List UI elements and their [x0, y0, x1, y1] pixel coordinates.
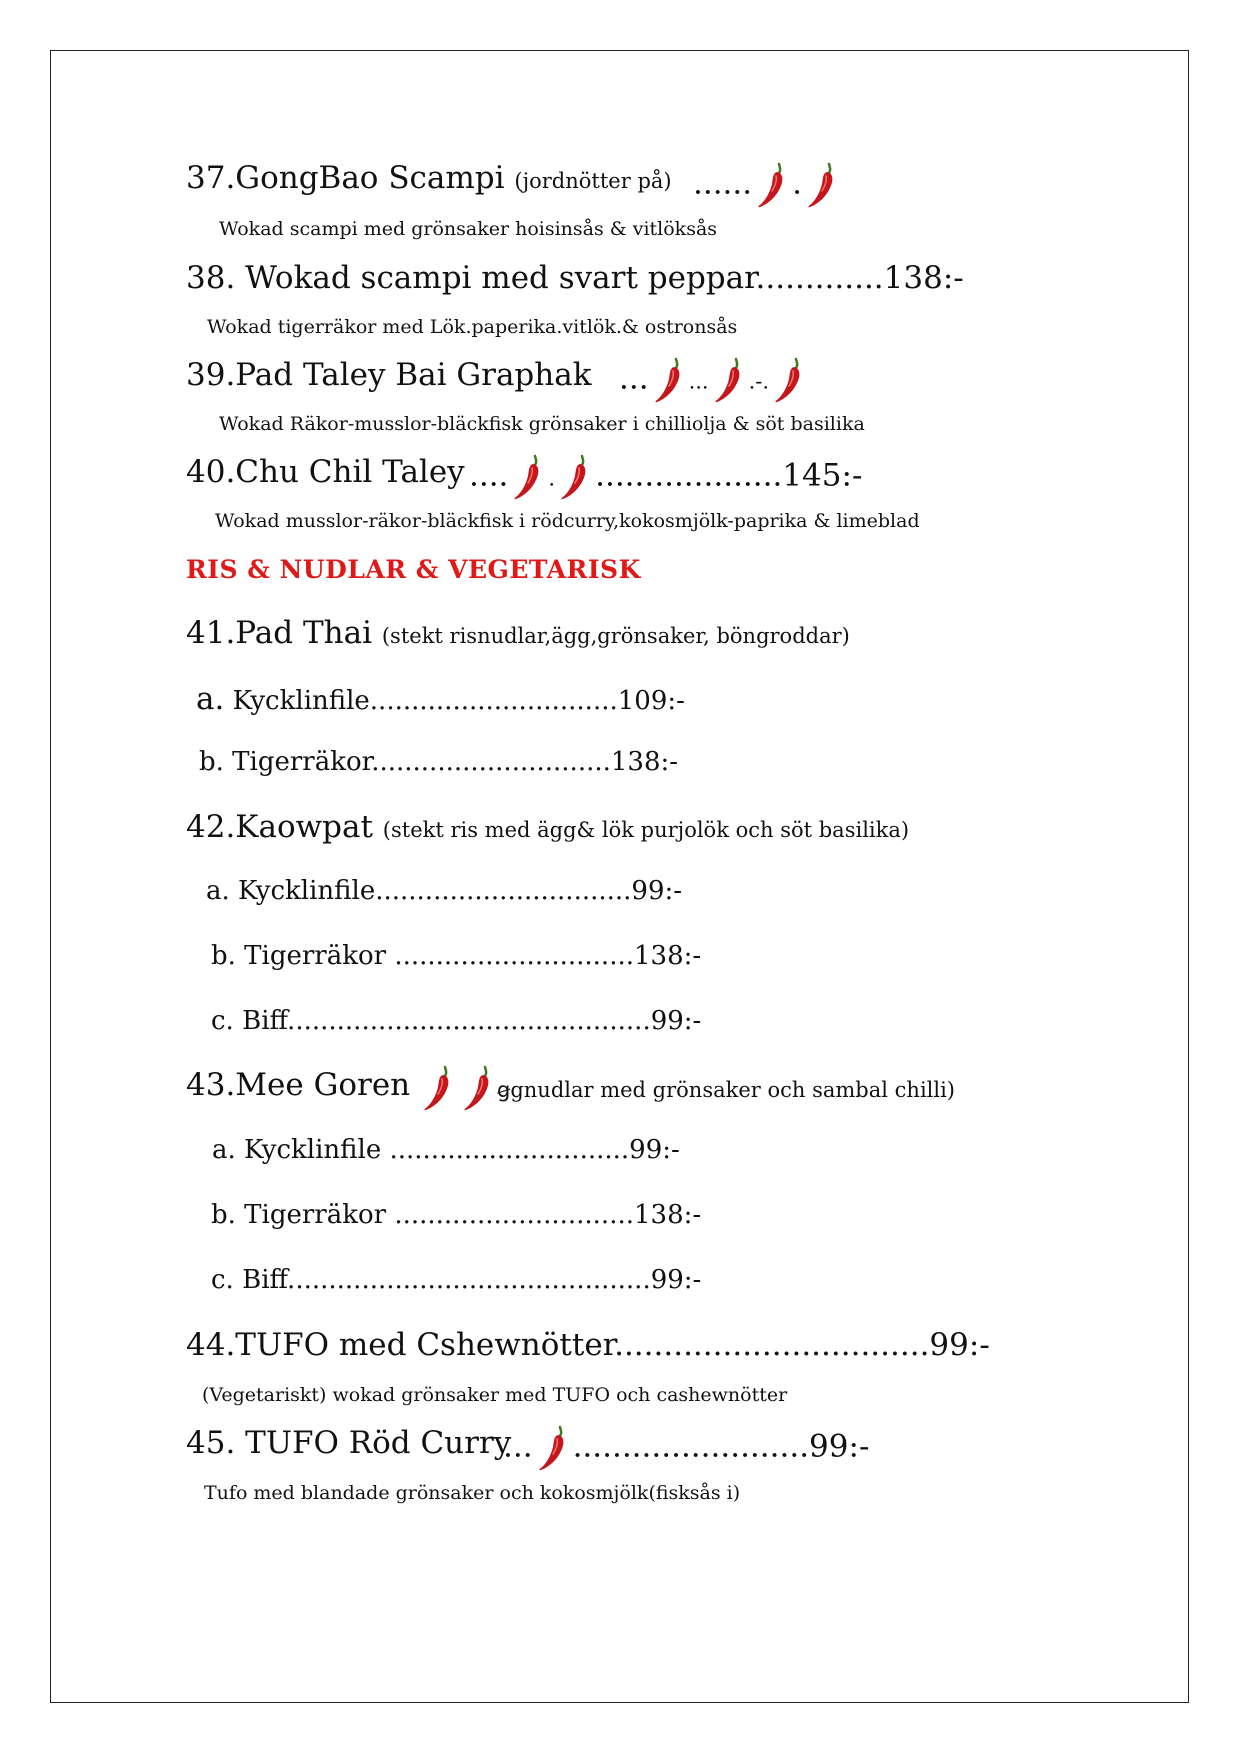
option-42c: c. Biff............................................99:- [211, 1006, 702, 1036]
chili-pepper-icon [652, 355, 686, 405]
dot-leader: . [792, 165, 802, 202]
chili-pepper-icon [755, 160, 789, 210]
price-leader: ...................145:- [595, 457, 863, 494]
menu-item-42 [186, 809, 909, 845]
option-letter: a. [196, 681, 225, 717]
spice-level-39 [619, 355, 809, 405]
item-detail-43: ꞡgnudlar med grönsaker och sambal chilli) [497, 1078, 956, 1102]
chili-pepper-icon [511, 452, 545, 502]
chili-pepper-icon [712, 355, 746, 405]
dot-leader: .... [469, 457, 509, 494]
menu-item-38: 38. Wokad scampi med svart peppar.............138:- [186, 260, 964, 296]
option-42b: b. Tigerräkor .............................138:- [211, 941, 702, 971]
dot-leader: .-. [748, 369, 770, 394]
chili-pepper-icon [558, 452, 592, 502]
section-heading: RIS & NUDLAR & VEGETARISK [186, 555, 641, 584]
item-description-40: Wokad musslor-räkor-bläckfisk i rödcurry,kokosmjölk-paprika & limeblad [215, 510, 920, 532]
item-title: 42.Kaowpat [186, 809, 373, 845]
menu-item-39: 39.Pad Taley Bai Graphak [186, 357, 592, 393]
dot-leader: ... [688, 369, 709, 394]
menu-item-45 [186, 1425, 511, 1461]
item-detail: (stekt ris med ägg& lök purjolök och söt basilika) [382, 818, 910, 842]
item-title: 37.GongBao Scampi [186, 160, 505, 196]
dot-leader: ... [503, 1428, 533, 1465]
item-detail: (jordnötter på) [514, 169, 672, 193]
item-detail: (stekt risnudlar,ägg,grönsaker, böngroddar) [381, 624, 850, 648]
dot-leader: ... [619, 360, 649, 397]
option-43a: a. Kycklinfile .............................99:- [212, 1135, 680, 1165]
item-description-45: Tufo med blandade grönsaker och kokosmjölk(fisksås i) [204, 1482, 741, 1504]
item-title: 45. TUFO Röd Curry [186, 1425, 512, 1461]
chili-pepper-icon [772, 355, 806, 405]
dot-leader: ...... [693, 165, 753, 202]
chili-pepper-icon [461, 1063, 495, 1113]
item-title: 41.Pad Thai [186, 615, 372, 651]
spice-level-43 [418, 1063, 498, 1113]
option-41b: b. Tigerräkor.............................138:- [199, 747, 679, 777]
option-42a: a. Kycklinfile...............................99:- [206, 876, 683, 906]
menu-item-43 [186, 1067, 410, 1103]
option-43b: b. Tigerräkor .............................138:- [211, 1200, 702, 1230]
option-text: Kycklinfile..............................109:- [232, 686, 685, 716]
menu-item-40 [186, 454, 465, 490]
spice-level-45 [503, 1423, 869, 1473]
price-leader: ........................99:- [572, 1428, 870, 1465]
item-description-39: Wokad Räkor-musslor-bläckfisk grönsaker i chilliolja & söt basilika [219, 413, 865, 435]
chili-pepper-icon [421, 1063, 455, 1113]
item-description-38: Wokad tigerräkor med Lök.paperika.vitlök.& ostronsås [207, 316, 738, 338]
spice-level-40 [469, 452, 862, 502]
menu-item-37 [186, 160, 672, 196]
option-43c: c. Biff............................................99:- [211, 1265, 702, 1295]
dot-leader: . [548, 466, 556, 491]
item-description-44: (Vegetariskt) wokad grönsaker med TUFO och cashewnötter [202, 1384, 788, 1406]
option-41a [196, 681, 685, 717]
item-title: 40.Chu Chil Taley [186, 454, 465, 490]
menu-item-41 [186, 615, 850, 651]
item-title: 43.Mee Goren [186, 1067, 411, 1103]
chili-pepper-icon [536, 1423, 570, 1473]
menu-item-44: 44.TUFO med Cshewnötter................................99:- [186, 1327, 990, 1363]
item-description-37: Wokad scampi med grönsaker hoisinsås & vitlöksås [219, 218, 718, 240]
spice-level-37 [693, 160, 842, 210]
chili-pepper-icon [805, 160, 839, 210]
